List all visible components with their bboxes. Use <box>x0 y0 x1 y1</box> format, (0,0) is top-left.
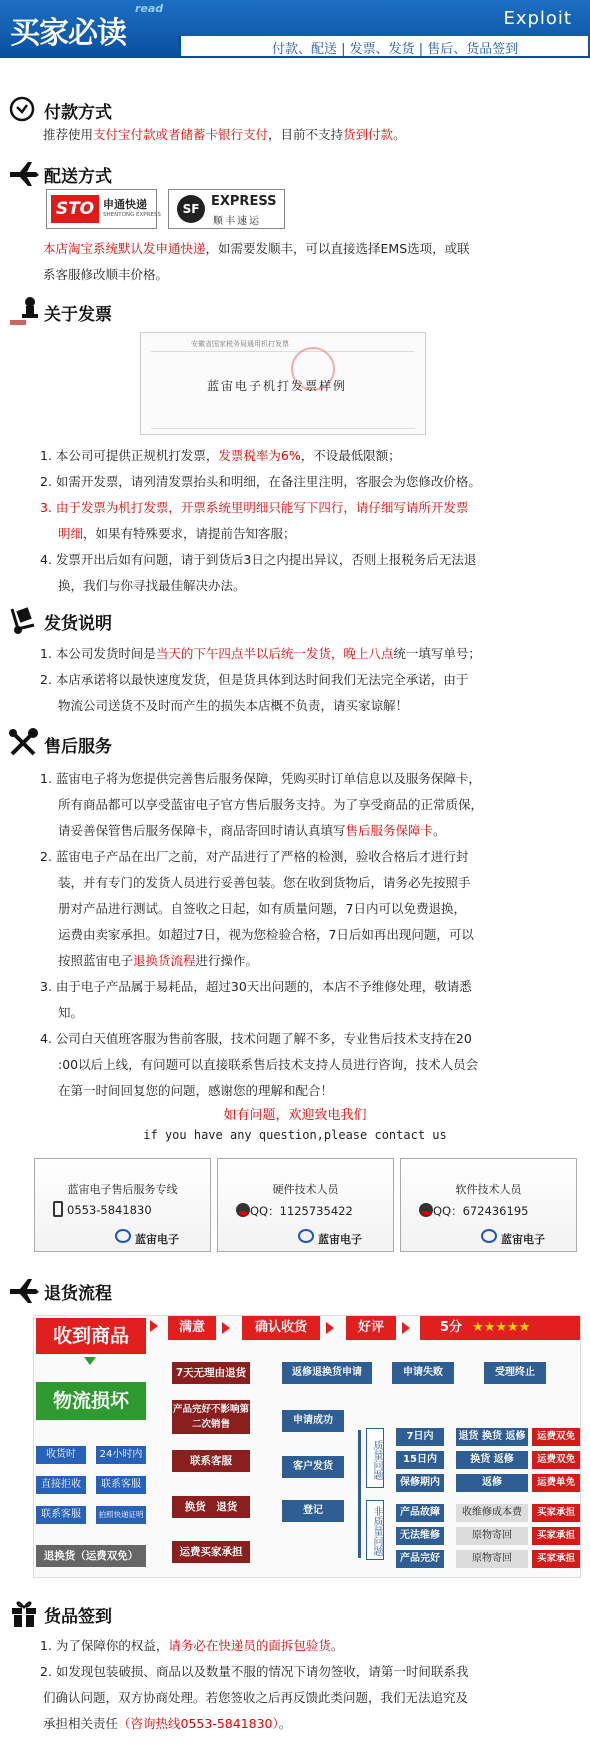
delivery-item-2a: 2. 本店承诺将以最快速度发货，但是货具体到达时间我们无法完全承诺，由于 <box>40 672 469 687</box>
invoice-item-3a: 3. 由于发票为机打发票，开票系统里明细只能写下四行，请仔细写请所开发票 <box>40 500 469 515</box>
contact-value[interactable]: QQ：672436195 <box>433 1204 529 1218</box>
contact-card <box>400 1158 577 1252</box>
invoice-item-3b: 明细，如果有特殊要求，请提前告知客服； <box>58 526 296 541</box>
aftersale-item-2a: 2. 蓝宙电子产品在出厂之前，对产品进行了严格的检测，验收合格后才进行封 <box>40 849 469 864</box>
contact-heading: 如有问题，欢迎致电我们 <box>223 1108 367 1123</box>
shipping-text-1: 本店淘宝系统默认发申通快递，如需要发顺丰，可以直接选择EMS选项，或联 <box>43 241 470 256</box>
aftersale-item-4b: :00以后上线，有问题可以直接联系售后技术支持人员进行咨询，技术人员会 <box>58 1057 479 1072</box>
flow-within24: 24小时内 <box>96 1446 146 1464</box>
aftersale-item-2b: 装，并有专门的发货人员进行妥善包装。您在收到货物后，请务必先按照手 <box>58 875 471 890</box>
section-delivery-header <box>8 605 308 635</box>
arrow <box>326 1322 334 1334</box>
invoice-sample-image: 安徽省国家税务局通用机打发票 蓝宙电子机打发票样例 <box>140 332 426 435</box>
section-aftersale-header <box>8 728 308 758</box>
flow-register: 登记 <box>282 1500 344 1522</box>
flow-fee: 买家承担 <box>532 1527 580 1545</box>
brand-name: 蓝宙电子 <box>501 1233 545 1246</box>
section-returns-header <box>8 1275 308 1305</box>
hand-truck-icon <box>8 605 40 635</box>
flow-cond: 产品故障 <box>396 1504 444 1522</box>
payment-text: 推荐使用支付宝付款或者储蓄卡银行支付，目前不支持货到付款。 <box>43 127 406 142</box>
flow-period: 7日内 <box>396 1428 444 1446</box>
signin-item-2a: 2. 如发现包装破损、商品以及数量不服的情况下请勿签收，请第一时间联系我 <box>40 1664 469 1679</box>
flow-action: 换货 返修 <box>456 1451 528 1469</box>
contact-card <box>34 1158 211 1252</box>
aftersale-item-3b: 知。 <box>58 1005 84 1020</box>
contact-value[interactable]: 0553-5841830 <box>67 1203 152 1217</box>
flow-action: 收维修成本费 <box>456 1504 528 1522</box>
flow-cond: 产品完好 <box>396 1550 444 1568</box>
brand-logo-icon <box>298 1229 314 1243</box>
delivery-item-1: 1. 本公司发货时间是当天的下午四点半以后统一发货，晚上八点统一填写单号； <box>40 646 481 661</box>
flow-action: 退货 换货 返修 <box>456 1428 528 1446</box>
arrow <box>84 1357 96 1365</box>
flow-action: 返修 <box>456 1474 528 1492</box>
delivery-item-2b: 物流公司送货不及时而产生的损失本店概不负责，请买家谅解！ <box>58 698 409 713</box>
header-exploit: Exploit <box>503 8 572 29</box>
section-shipping-header <box>8 158 308 188</box>
plane-icon <box>8 158 40 188</box>
flow-customer-ship: 客户发货 <box>282 1456 344 1478</box>
shipping-text-2: 系客服修改顺丰价格。 <box>43 267 169 282</box>
flow-fee: 运费双免 <box>532 1428 580 1446</box>
signin-item-2c: 承担相关责任（咨询热线0553-5841830）。 <box>43 1716 292 1731</box>
stamp-icon <box>8 296 40 326</box>
flow-fee: 运费双免 <box>532 1451 580 1469</box>
arrow <box>222 1322 230 1334</box>
logo: 买家必读 <box>10 16 126 51</box>
section-title: 关于发票 <box>44 305 112 325</box>
aftersale-item-1b: 所有商品都可以享受蓝宙电子官方售后服务支持。为了享受商品的正常质保， <box>58 797 484 812</box>
contact-value[interactable]: QQ：1125735422 <box>250 1204 353 1218</box>
flow-score: 5分 ★★★★★ <box>420 1316 580 1340</box>
brand-name: 蓝宙电子 <box>135 1233 179 1246</box>
section-title: 发货说明 <box>44 614 112 634</box>
tools-icon <box>8 728 40 758</box>
aftersale-item-4c: 在第一时间回复您的问题，感谢您的理解和配合！ <box>58 1083 334 1098</box>
section-payment-header <box>8 94 308 124</box>
section-signin-header <box>8 1598 308 1628</box>
flow-quality: 质量问题 <box>366 1428 384 1488</box>
qq-icon <box>419 1203 433 1217</box>
section-title: 售后服务 <box>44 737 112 757</box>
phone-icon <box>53 1201 63 1217</box>
flow-cond: 无法维修 <box>396 1527 444 1545</box>
flow-intact: 产品完好不影响第二次销售 <box>172 1400 250 1434</box>
flow-contact-cs-3: 联系客服 <box>172 1450 250 1472</box>
flow-action: 原物寄回 <box>456 1527 528 1545</box>
invoice-item-2: 2. 如需开发票，请列清发票抬头和明细，在备注里注明，客服会为您修改价格。 <box>40 474 481 489</box>
flow-non-quality: 非质量问题 <box>366 1500 384 1560</box>
aftersale-item-4a: 4. 公司白天值班客服为售前客服，技术问题了解不多，专业售后技术支持在20 <box>40 1031 472 1046</box>
nav-links[interactable]: 付款、配送 | 发票、发货 | 售后、货品签到 <box>272 42 519 57</box>
flow-fee: 运费单免 <box>532 1474 580 1492</box>
gift-icon <box>8 1598 40 1628</box>
flow-period: 保修期内 <box>396 1474 444 1492</box>
signin-item-2b: 们确认问题，双方协商处理。若您签收之后再反馈此类问题，我们无法追究及 <box>43 1690 469 1705</box>
flow-contact-cs: 联系客服 <box>96 1476 146 1494</box>
logo-read: read <box>135 2 164 15</box>
flow-fee: 买家承担 <box>532 1550 580 1568</box>
brand-name: 蓝宙电子 <box>318 1233 362 1246</box>
flow-damaged: 物流损坏 <box>36 1382 146 1420</box>
flow-good: 好评 <box>346 1316 396 1340</box>
flow-exchange: 换货 退货 <box>172 1496 250 1518</box>
contact-card <box>217 1158 394 1252</box>
flow-apply: 返修退换货申请 <box>282 1362 372 1384</box>
flow-contact-cs-2: 联系客服 <box>36 1506 86 1524</box>
flow-satisfied: 满意 <box>168 1316 216 1340</box>
aftersale-item-1c: 请妥善保管售后服务保障卡，商品寄回时请认真填写售后服务保障卡。 <box>58 823 446 838</box>
contact-heading-en: if you have any question,please contact us <box>143 1128 447 1142</box>
arrow <box>402 1322 410 1334</box>
section-invoice-header <box>8 296 308 326</box>
signin-item-1: 1. 为了保障你的权益，请务必在快递员的面拆包验货。 <box>40 1638 344 1653</box>
star-icon: ★★★★★ <box>472 1320 531 1335</box>
flow-apply-fail: 申请失败 <box>392 1362 454 1384</box>
aftersale-item-1a: 1. 蓝宙电子将为您提供完善售后服务保障，凭购买时订单信息以及服务保障卡， <box>40 771 481 786</box>
flow-action: 原物寄回 <box>456 1550 528 1568</box>
connector <box>358 1430 361 1558</box>
flow-apply-ok: 申请成功 <box>282 1410 344 1432</box>
brand-logo-icon <box>481 1229 497 1243</box>
contact-label: 硬件技术人员 <box>272 1183 339 1196</box>
contact-label: 软件技术人员 <box>455 1183 522 1196</box>
sf-logo: SF EXPRESS 顺丰速运 <box>168 189 285 229</box>
contact-label: 蓝宙电子售后服务专线 <box>67 1183 178 1196</box>
flow-buyer-pays: 运费买家承担 <box>172 1541 250 1563</box>
flow-period: 15日内 <box>396 1451 444 1469</box>
arrow <box>150 1320 158 1332</box>
clock-icon <box>8 94 40 124</box>
qq-icon <box>236 1203 250 1217</box>
section-title: 付款方式 <box>44 103 112 123</box>
flow-on-receipt: 收货时 <box>36 1446 86 1464</box>
flow-photo: 拍照快递证明 <box>96 1506 146 1524</box>
aftersale-item-2e: 按照蓝宙电子退换货流程进行操作。 <box>58 953 259 968</box>
plane-icon <box>8 1275 40 1305</box>
flow-confirm: 确认收货 <box>242 1316 320 1340</box>
flow-fee: 买家承担 <box>532 1504 580 1522</box>
flow-received: 收到商品 <box>36 1318 146 1354</box>
sto-logo: STO 申通快递 SHENTONG EXPRESS <box>46 189 157 229</box>
section-title: 退货流程 <box>44 1284 112 1304</box>
flow-return-both: 退换货（运费双免） <box>36 1545 146 1567</box>
invoice-item-1: 1. 本公司可提供正规机打发票，发票税率为6%，不设最低限额； <box>40 448 401 463</box>
aftersale-item-3a: 3. 由于电子产品属于易耗品，超过30天出问题的，本店不予维修处理，敬请悉 <box>40 979 472 994</box>
flow-no-reason: 7天无理由退货 <box>172 1362 250 1384</box>
invoice-item-4a: 4. 发票开出后如有问题，请于到货后3日之内提出异议，否则上报税务后无法退 <box>40 552 477 567</box>
invoice-item-4b: 换，我们与你寻找最佳解决办法。 <box>58 578 246 593</box>
aftersale-item-2c: 册对产品进行测试。自签收之日起，如有质量问题，7日内可以免费退换， <box>58 901 466 916</box>
brand-logo-icon <box>115 1229 131 1243</box>
flow-reject: 直接拒收 <box>36 1476 86 1494</box>
flow-accept-end: 受理终止 <box>484 1362 546 1384</box>
section-title: 货品签到 <box>44 1607 112 1627</box>
aftersale-item-2d: 运费由卖家承担。如超过7日，视为您检验合格，7日后如再出现问题，可以 <box>58 927 474 942</box>
section-title: 配送方式 <box>44 167 112 187</box>
